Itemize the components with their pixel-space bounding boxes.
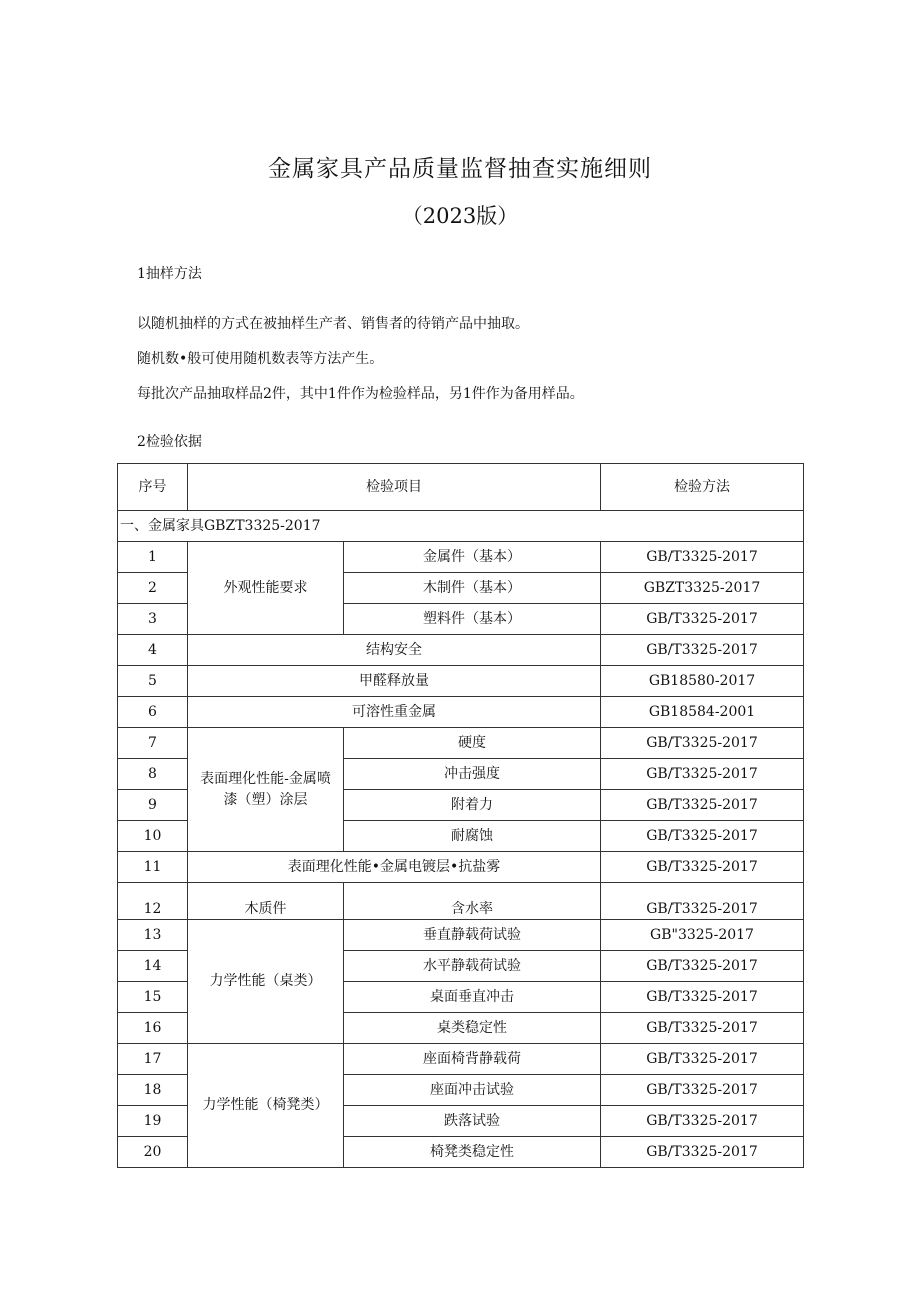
sampling-paragraph-2: 随机数•般可使用随机数表等方法产生。 [137, 351, 384, 367]
row-item: 表面理化性能•金属电镀层•抗盐雾 [188, 852, 601, 883]
row-item: 座面椅背静载荷 [344, 1044, 601, 1075]
row-item: 硬度 [344, 728, 601, 759]
row-method: GB/T3325-2017 [601, 542, 804, 573]
row-item: 椅凳类稳定性 [344, 1137, 601, 1168]
row-no: 8 [118, 759, 188, 790]
row-method: GB/T3325-2017 [601, 728, 804, 759]
header-item: 检验项目 [188, 464, 601, 511]
row-no: 16 [118, 1013, 188, 1044]
table-row [118, 666, 804, 697]
row-item: 金属件（基本） [344, 542, 601, 573]
row-item: 跌落试验 [344, 1106, 601, 1137]
table-row [118, 635, 804, 666]
row-method: GB18580-2017 [601, 666, 804, 697]
row-item: 附着力 [344, 790, 601, 821]
header-seq: 序号 [118, 464, 188, 511]
row-no: 15 [118, 982, 188, 1013]
document-title: 金属家具产品质量监督抽查实施细则 [268, 156, 652, 182]
row-item: 含水率 [344, 883, 601, 920]
row-no: 19 [118, 1106, 188, 1137]
row-method: GB/T3325-2017 [601, 1075, 804, 1106]
table-row [118, 728, 804, 759]
category-row [118, 511, 804, 542]
table-header-row [118, 464, 804, 511]
table-row [118, 1044, 804, 1075]
row-no: 1 [118, 542, 188, 573]
table-row [118, 920, 804, 951]
row-no: 9 [118, 790, 188, 821]
row-method: GB/T3325-2017 [601, 883, 804, 920]
row-no: 20 [118, 1137, 188, 1168]
row-item: 可溶性重金属 [188, 697, 601, 728]
row-item: 结构安全 [188, 635, 601, 666]
table-row [118, 883, 804, 920]
row-no: 7 [118, 728, 188, 759]
row-item: 桌类稳定性 [344, 1013, 601, 1044]
group-coating: 表面理化性能-金属喷漆（塑）涂层 [188, 728, 344, 852]
row-method: GB/T3325-2017 [601, 852, 804, 883]
row-method: GB/T3325-2017 [601, 1137, 804, 1168]
row-method: GB18584-2001 [601, 697, 804, 728]
table-row [118, 542, 804, 573]
sampling-paragraph-1: 以随机抽样的方式在被抽样生产者、销售者的待销产品中抽取。 [137, 316, 529, 332]
row-method: GB/T3325-2017 [601, 951, 804, 982]
row-no: 4 [118, 635, 188, 666]
row-no: 3 [118, 604, 188, 635]
row-item: 冲击强度 [344, 759, 601, 790]
header-method: 检验方法 [601, 464, 804, 511]
row-method: GB/T3325-2017 [601, 821, 804, 852]
row-item: 水平静载荷试验 [344, 951, 601, 982]
inspection-table [117, 463, 804, 1168]
row-no: 2 [118, 573, 188, 604]
row-method: GB/T3325-2017 [601, 1013, 804, 1044]
row-item: 座面冲击试验 [344, 1075, 601, 1106]
row-method: GB/T3325-2017 [601, 790, 804, 821]
row-no: 18 [118, 1075, 188, 1106]
group-wood: 木质件 [188, 883, 344, 920]
row-method: GB/T3325-2017 [601, 1044, 804, 1075]
row-item: 甲醛释放量 [188, 666, 601, 697]
group-chair-mechanics: 力学性能（椅凳类） [188, 1044, 344, 1168]
row-no: 13 [118, 920, 188, 951]
row-no: 14 [118, 951, 188, 982]
group-table-mechanics: 力学性能（桌类） [188, 920, 344, 1044]
row-no: 11 [118, 852, 188, 883]
document-subtitle: （2023版） [401, 204, 519, 228]
row-item: 桌面垂直冲击 [344, 982, 601, 1013]
row-method: GB/T3325-2017 [601, 759, 804, 790]
row-no: 17 [118, 1044, 188, 1075]
row-method: GB/T3325-2017 [601, 635, 804, 666]
row-method: GB/T3325-2017 [601, 1106, 804, 1137]
sampling-paragraph-3: 每批次产品抽取样品2件，其中1件作为检验样品，另1件作为备用样品。 [137, 386, 584, 402]
section-heading-basis: 2检验依据 [137, 434, 202, 450]
row-method: GBZT3325-2017 [601, 573, 804, 604]
section-heading-sampling: 1抽样方法 [137, 266, 202, 282]
table-row [118, 697, 804, 728]
row-method: GB"3325-2017 [601, 920, 804, 951]
row-no: 10 [118, 821, 188, 852]
row-item: 垂直静载荷试验 [344, 920, 601, 951]
table-row [118, 852, 804, 883]
row-method: GB/T3325-2017 [601, 982, 804, 1013]
row-item: 塑料件（基本） [344, 604, 601, 635]
row-no: 5 [118, 666, 188, 697]
row-item: 耐腐蚀 [344, 821, 601, 852]
row-no: 6 [118, 697, 188, 728]
row-no: 12 [118, 883, 188, 920]
group-appearance: 外观性能要求 [188, 542, 344, 635]
row-method: GB/T3325-2017 [601, 604, 804, 635]
category-label: 一、金属家具GBZT3325-2017 [118, 511, 804, 542]
row-item: 木制件（基本） [344, 573, 601, 604]
